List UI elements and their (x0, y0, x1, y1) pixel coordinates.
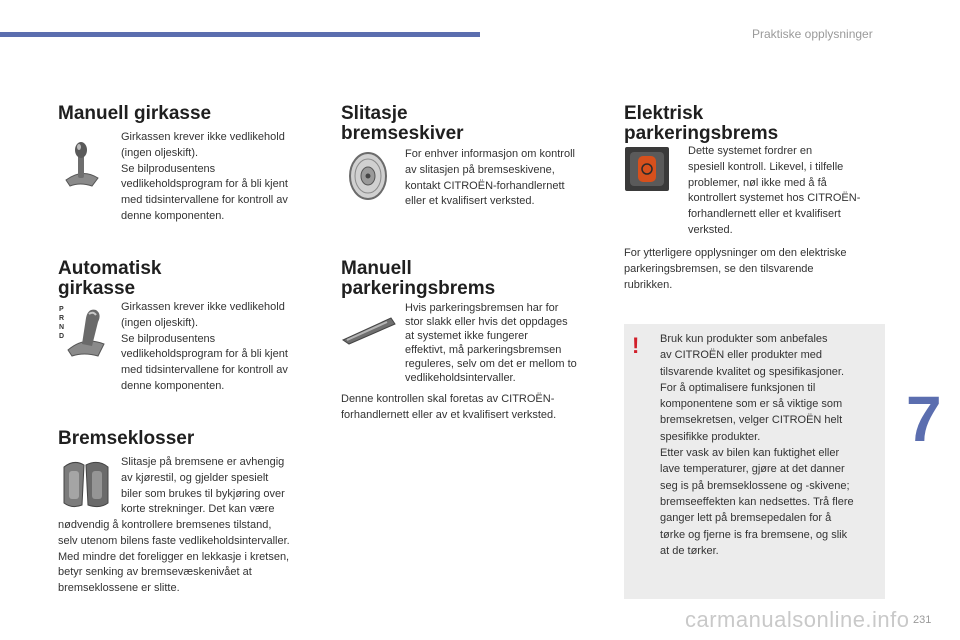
text-manuell-parkeringsbrems-kontroll: Denne kontrollen skal foretas av CITROËN- forhandlernett eller av et kvalifisert verksted. (341, 393, 557, 421)
heading-automatisk-girkasse: Automatisk girkasse (58, 258, 162, 299)
text-slitasje-bremseskiver: For enhver informasjon om kontroll av slitasjen på bremseskivene, kontakt CITROËN-forhandlernett eller et kvalifisert verksted. (405, 148, 575, 208)
electric-parking-brake-switch-icon (624, 146, 670, 192)
text-manuell-parkeringsbrems: Hvis parkeringsbremsen har for stor slakk eller hvis det oppdages at systemet ikke fungerer effektivt, må parkeringsbremsen reguleres, selv om det er mellom to vedlikeholdsintervaller. (405, 302, 577, 384)
gear-letter-d: D (59, 333, 65, 340)
handbrake-lever-icon (341, 310, 397, 346)
chapter-number: 7 (906, 383, 942, 455)
text-bremseklosser-intro: Slitasje på bremsene er avhengig av kjørestil, og gjelder spesielt biler som brukes til bykjøring over korte strekninger. Det kan være (121, 456, 285, 516)
heading-manuell-girkasse: Manuell girkasse (58, 103, 212, 124)
heading-elektrisk-parkeringsbrems: Elektrisk parkeringsbrems (624, 103, 779, 144)
text-bremseklosser-continued: nødvendig å kontrollere bremsenes tilstand, selv utenom bilens faste vedlikeholdsintervaller. Med mindre det foreligger en lekkasje i kretsen, betyr senking av bremsevæskenivået at bremseklossene er slitte. (58, 519, 290, 595)
manual-gearstick-icon (62, 138, 102, 188)
header-accent-bar (0, 32, 480, 37)
heading-slitasje-bremseskiver: Slitasje bremseskiver (341, 103, 464, 144)
gear-letter-p: P (59, 306, 64, 313)
heading-bremseklosser: Bremseklosser (58, 428, 195, 449)
text-manuell-girkasse: Girkassen krever ikke vedlikehold (ingen oljeskift). Se bilprodusentens vedlikeholdsprogram for å bli kjent med tidsintervallene for kontroll av denne komponenten. (121, 131, 288, 222)
text-elektrisk-parkeringsbrems: Dette systemet fordrer en spesiell kontroll. Likevel, i tilfelle problemer, nøl ikke med å få kontrollert systemet hos CITROËN- forhandlernett eller et kvalifisert verksted. (688, 145, 861, 236)
brake-disc-icon (346, 150, 392, 202)
text-elektrisk-parkeringsbrems-referanse: For ytterligere opplysninger om den elektriske parkeringsbremsen, se den tilsvarende rubrikken. (624, 247, 847, 291)
brake-pads-icon (60, 457, 112, 511)
automatic-gear-selector-icon (58, 302, 110, 358)
warning-text: Bruk kun produkter som anbefales av CITROËN eller produkter med tilsvarende kvalitet og spesifikasjoner. For å optimalisere funksjonen til komponentene som er så viktige som bremsekretsen, velger CITROËN helt spesifikke produkter. Etter vask av bilen kan fuktighet eller lave temperaturer, gjøre at det danner seg is på bremseklossene og -skivene; bremseeffekten kan nedsettes. Trå flere ganger lett på bremsepedalen for å tørke og fjerne is fra bremsene, og slik at de tørker. (660, 333, 854, 557)
warning-icon: ! (632, 333, 640, 358)
gear-letter-r: R (59, 315, 65, 322)
gear-letter-n: N (59, 324, 65, 331)
heading-manuell-parkeringsbrems: Manuell parkeringsbrems (341, 258, 496, 299)
text-automatisk-girkasse: Girkassen krever ikke vedlikehold (ingen oljeskift). Se bilprodusentens vedlikeholdsprogram for å bli kjent med tidsintervallene for kontroll av denne komponenten. (121, 301, 288, 392)
header-section-title: Praktiske opplysninger (752, 27, 873, 41)
watermark-text: carmanualsonline.info (685, 607, 910, 632)
page-number: 231 (913, 614, 932, 626)
